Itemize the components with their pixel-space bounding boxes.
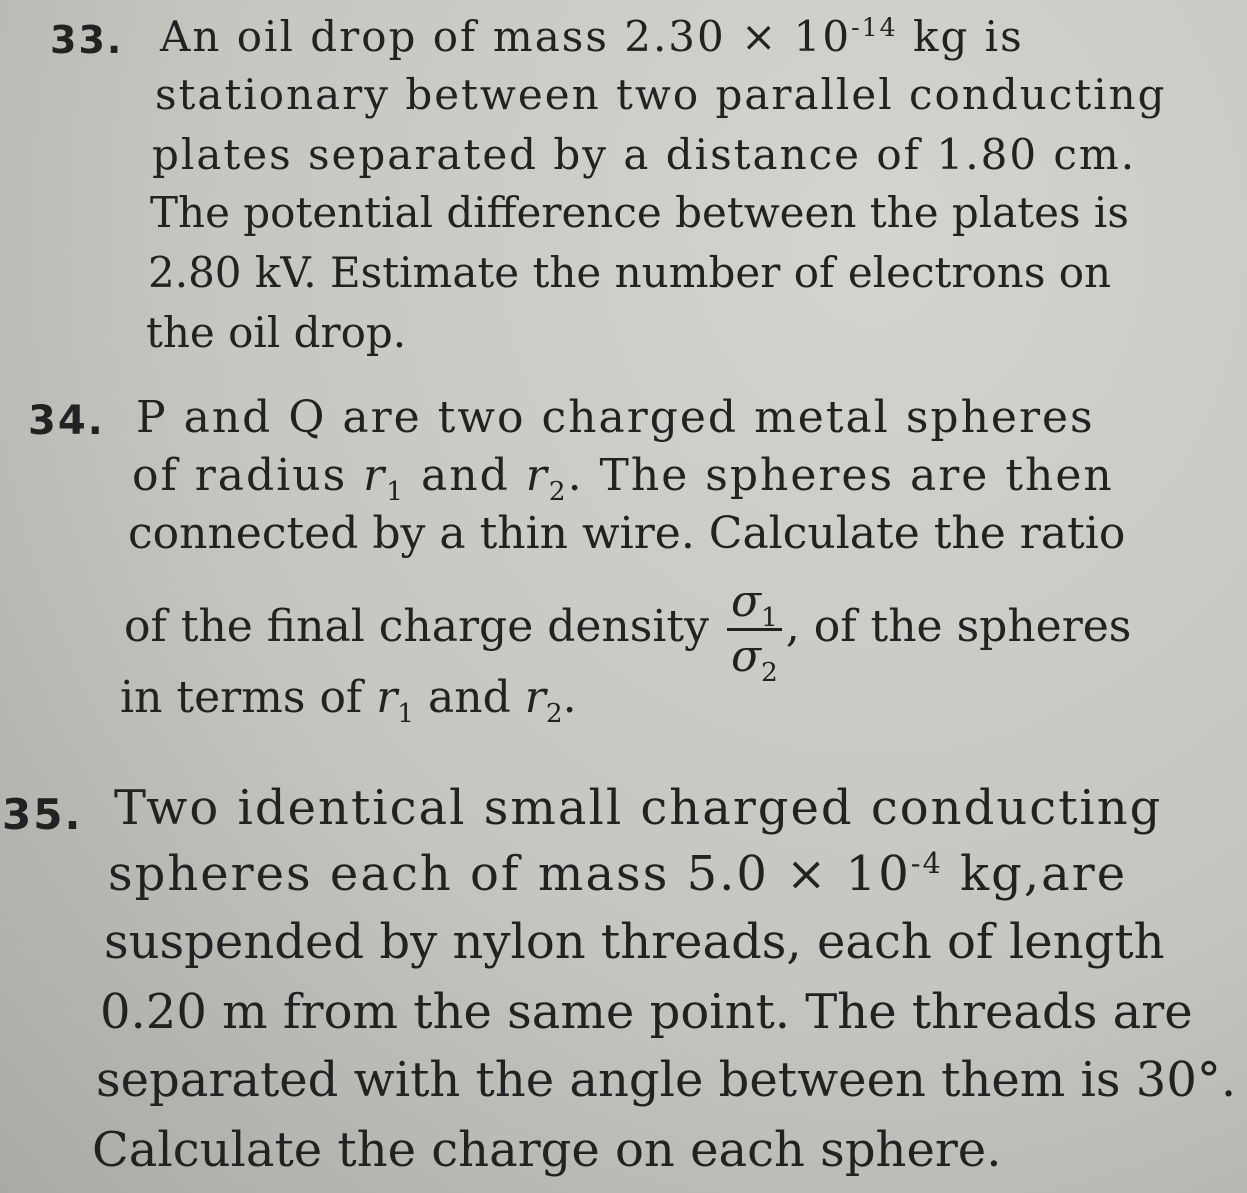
- question-line: The potential difference between the plates is: [150, 188, 1129, 237]
- question-line: of the final charge density $\frac{\sigma_1}{\sigma_2}$ , of the spheres: [124, 576, 1132, 688]
- question-line: Two identical small charged conducting: [114, 780, 1163, 836]
- exponent: -4: [910, 846, 943, 880]
- question-line: separated with the angle between them is 30°.: [96, 1052, 1237, 1108]
- question-line: stationary between two parallel conducting: [155, 70, 1167, 119]
- question-line: in terms of $r_1$ and $r_2$.: [120, 672, 577, 729]
- question-line: Calculate the charge on each sphere.: [92, 1122, 1002, 1178]
- question-line: connected by a thin wire. Calculate the ratio: [128, 508, 1126, 559]
- charge-density-ratio: $\frac{\sigma_1}{\sigma_2}$: [727, 580, 782, 679]
- question-line: the oil drop.: [146, 308, 407, 357]
- question-line: 2.80 kV. Estimate the number of electrons on: [148, 248, 1112, 297]
- question-line: An oil drop of mass $2.30 \times 10^{-14}$ kg is: [160, 12, 1024, 61]
- question-line: of radius $r_1$ and $r_2$. The spheres are then: [132, 450, 1114, 507]
- question-line: 0.20 m from the same point. The threads are: [100, 984, 1193, 1040]
- question-line: plates separated by a distance of 1.80 cm.: [152, 130, 1137, 179]
- question-number: 35.: [2, 790, 83, 839]
- question-number: 33.: [50, 18, 124, 62]
- question-line: suspended by nylon threads, each of length: [104, 914, 1165, 970]
- exponent: -14: [851, 13, 898, 42]
- question-line: P and Q are two charged metal spheres: [136, 392, 1095, 443]
- question-number: 34.: [28, 398, 105, 444]
- question-line: spheres each of mass $5.0 \times 10^{-4}$ kg,are: [108, 846, 1128, 902]
